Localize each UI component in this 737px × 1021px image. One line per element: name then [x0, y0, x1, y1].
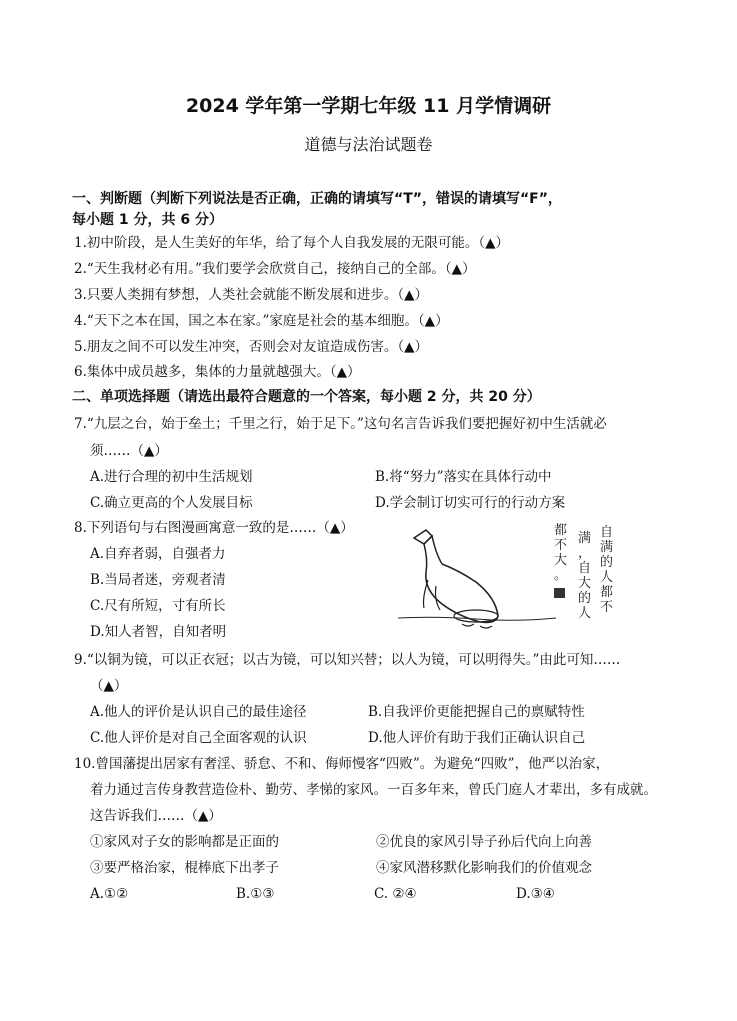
- section1-heading: 一、判断题（判断下列说法是否正确，正确的请填写“T”，错误的请填写“F”，: [72, 191, 562, 207]
- svg-text:满: 满: [578, 531, 592, 546]
- option-c: C.尺有所短，寸有所长: [90, 598, 226, 614]
- svg-text:不: 不: [554, 538, 568, 553]
- statement-1: ①家风对子女的影响都是正面的: [90, 834, 279, 850]
- question-item: 1.初中阶段，是人生美好的年华，给了每个人自我发展的无限可能。（▲）: [74, 235, 510, 251]
- option-d: D.③④: [516, 886, 555, 902]
- option-b: B.当局者迷，旁观者清: [90, 572, 226, 588]
- question-item: 2.“天生我材必有用。”我们要学会欣赏自己，接纳自己的全部。（▲）: [74, 261, 476, 277]
- svg-text:的: 的: [578, 591, 592, 606]
- option-a: A.自弃者弱，自强者力: [90, 546, 226, 562]
- question-item: 4.“天下之本在国，国之本在家。”家庭是社会的基本细胞。（▲）: [74, 313, 449, 329]
- cartoon-image: [396, 520, 624, 640]
- svg-text:满: 满: [600, 540, 614, 555]
- page-subtitle: 道德与法治试题卷: [304, 135, 433, 154]
- svg-text:人: 人: [600, 570, 614, 585]
- option-c: C.他人评价是对自己全面客观的认识: [90, 730, 307, 746]
- section1-heading-cont: 每小题 1 分，共 6 分）: [72, 212, 223, 228]
- svg-text:都: 都: [600, 585, 614, 600]
- svg-text:大: 大: [554, 553, 568, 568]
- option-d: D.知人者智，自知者明: [90, 624, 227, 640]
- svg-text:都: 都: [554, 523, 568, 538]
- question-stem: 7.“九层之台，始于垒土；千里之行，始于足下。”这句名言告诉我们要把握好初中生活就必: [74, 416, 607, 432]
- question-item: 6.集体中成员越多，集体的力量就越强大。（▲）: [74, 364, 361, 380]
- option-b: B.将“努力”落实在具体行动中: [375, 469, 552, 485]
- option-c: C. ②④: [374, 886, 417, 902]
- svg-text:大: 大: [578, 576, 592, 591]
- option-b: B.自我评价更能把握自己的禀赋特性: [368, 704, 585, 720]
- question-stem: 9.“以铜为镜，可以正衣冠；以古为镜，可以知兴替；以人为镜，可以明得失。”由此可知……: [74, 652, 621, 668]
- svg-text:自: 自: [600, 525, 614, 540]
- section2-heading: 二、单项选择题（请选出最符合题意的一个答案，每小题 2 分，共 20 分）: [72, 389, 541, 405]
- question-stem-cont: 这告诉我们……（▲）: [90, 808, 222, 824]
- question-stem-cont: （▲）: [90, 678, 128, 694]
- option-b: B.①③: [236, 886, 275, 902]
- option-d: D.他人评价有助于我们正确认识自己: [368, 730, 586, 746]
- option-c: C.确立更高的个人发展目标: [90, 495, 253, 511]
- question-stem-cont: 须……（▲）: [90, 443, 168, 459]
- svg-text:。: 。: [554, 568, 568, 583]
- question-stem: 8.下列语句与右图漫画寓意一致的是……（▲）: [74, 520, 354, 536]
- svg-text:，: ，: [578, 546, 592, 561]
- svg-text:不: 不: [600, 600, 614, 615]
- option-a: A.他人的评价是认识自己的最佳途径: [90, 704, 307, 720]
- svg-text:自: 自: [578, 561, 592, 576]
- option-a: A.进行合理的初中生活规划: [90, 469, 253, 485]
- question-item: 3.只要人类拥有梦想，人类社会就能不断发展和进步。（▲）: [74, 287, 429, 303]
- statement-3: ③要严格治家，棍棒底下出孝子: [90, 860, 279, 876]
- question-stem-cont: 着力通过言传身教营造俭朴、勤劳、孝悌的家风。一百多年来，曾氏门庭人才辈出，多有成就。: [90, 782, 657, 798]
- question-stem: 10.曾国藩提出居家有奢淫、骄怠、不和、侮师慢客“四败”。为避免“四败”，他严以治家，: [74, 756, 610, 772]
- svg-text:的: 的: [600, 555, 614, 570]
- page-title: 2024 学年第一学期七年级 11 月学情调研: [185, 95, 552, 117]
- option-a: A.①②: [90, 886, 129, 902]
- question-item: 5.朋友之间不可以发生冲突，否则会对友谊造成伤害。（▲）: [74, 339, 429, 355]
- statement-4: ④家风潜移默化影响我们的价值观念: [376, 860, 592, 876]
- option-d: D.学会制订切实可行的行动方案: [375, 495, 566, 511]
- statement-2: ②优良的家风引导子孙后代向上向善: [376, 834, 592, 850]
- svg-text:人: 人: [578, 606, 592, 621]
